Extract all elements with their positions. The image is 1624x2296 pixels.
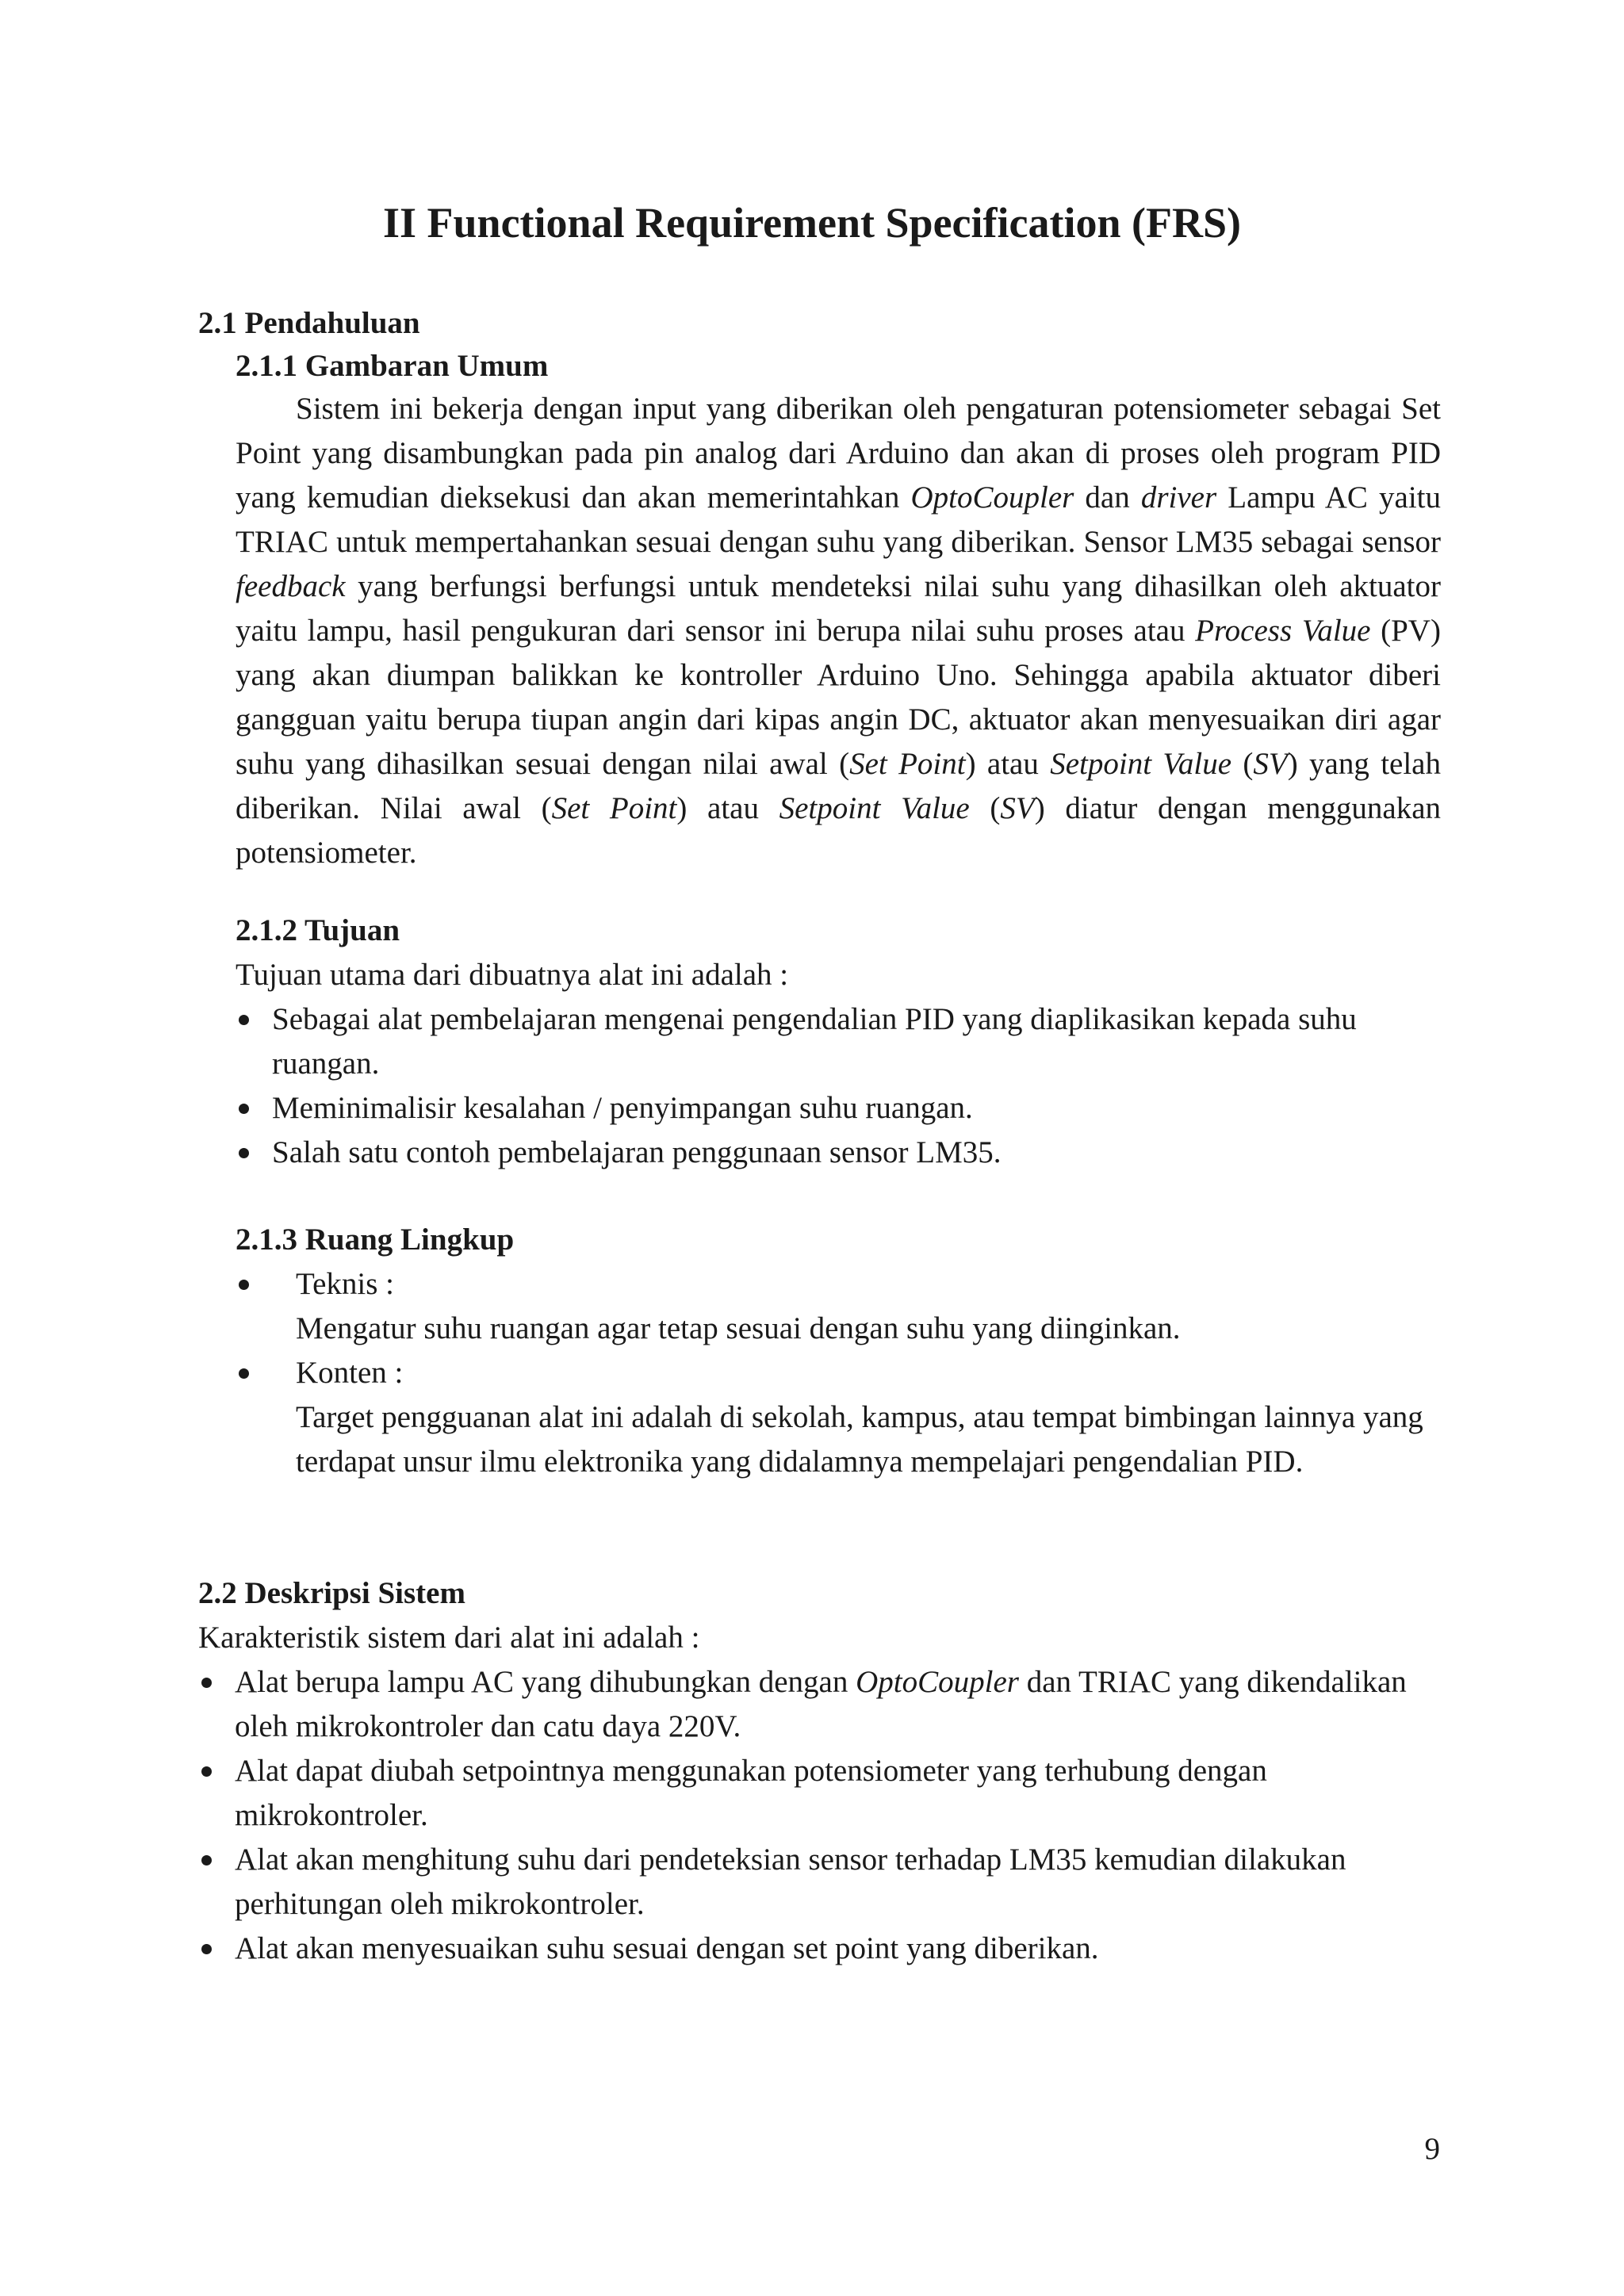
system-characteristics-list xyxy=(198,1660,1441,1971)
list-item: Alat dapat diubah setpointnya menggunakan potensiometer yang terhubung dengan mikrokontroler. xyxy=(198,1749,1441,1838)
bullet-icon xyxy=(201,1766,212,1777)
bullet-icon xyxy=(239,1015,249,1025)
subsection-heading-2-1-2: 2.1.2 Tujuan xyxy=(236,913,400,947)
list-item: Alat akan menghitung suhu dari pendeteksian sensor terhadap LM35 kemudian dilakukan perhitungan oleh mikrokontroler. xyxy=(198,1838,1441,1927)
bullet-icon xyxy=(239,1104,249,1114)
system-intro: Karakteristik sistem dari alat ini adalah : xyxy=(198,1621,700,1655)
list-item: Alat berupa lampu AC yang dihubungkan dengan OptoCoupler dan TRIAC yang dikendalikan oleh mikrokontroler dan catu daya 220V. xyxy=(198,1660,1441,1749)
section-heading-2-2: 2.2 Deskripsi Sistem xyxy=(198,1576,465,1610)
section-heading-2-1: 2.1 Pendahuluan xyxy=(198,306,420,340)
list-item: Sebagai alat pembelajaran mengenai pengendalian PID yang diaplikasikan kepada suhu ruangan. xyxy=(236,997,1441,1086)
page-title: II Functional Requirement Specification (FRS) xyxy=(383,199,1241,247)
overview-paragraph: Sistem ini bekerja dengan input yang diberikan oleh pengaturan potensiometer sebagai Set Point yang disambungkan pada pin analog dari Arduino dan akan di proses oleh program PID yang kemudian dieksekusi dan akan memerintahkan OptoCoupler dan driver Lampu AC yaitu TRIAC untuk mempertahankan sesuai dengan suhu yang diberikan. Sensor LM35 sebagai sensor feedback yang berfungsi berfungsi untuk mendeteksi nilai suhu yang dihasilkan oleh aktuator yaitu lampu, hasil pengukuran dari sensor ini berupa nilai suhu proses atau Process Value (PV) yang akan diumpan balikkan ke kontroller Arduino Uno. Sehingga apabila aktuator diberi gangguan yaitu berupa tiupan angin dari kipas angin DC, aktuator akan menyesuaikan diri agar suhu yang dihasilkan sesuai dengan nilai awal (Set Point) atau Setpoint Value (SV) yang telah diberikan. Nilai awal (Set Point) atau Setpoint Value (SV) diatur dengan menggunakan potensiometer. xyxy=(236,392,1442,870)
page-number: 9 xyxy=(1424,2132,1440,2166)
objectives-intro: Tujuan utama dari dibuatnya alat ini adalah : xyxy=(236,958,789,992)
objectives-list xyxy=(236,997,1441,1175)
list-item: Alat akan menyesuaikan suhu sesuai dengan set point yang diberikan. xyxy=(198,1927,1441,1971)
subsection-heading-2-1-3: 2.1.3 Ruang Lingkup xyxy=(236,1223,515,1257)
bullet-icon xyxy=(239,1148,249,1158)
list-item: Meminimalisir kesalahan / penyimpangan suhu ruangan. xyxy=(236,1086,1441,1131)
bullet-icon xyxy=(239,1368,249,1379)
list-item: Salah satu contoh pembelajaran penggunaan sensor LM35. xyxy=(236,1131,1441,1175)
bullet-icon xyxy=(201,1678,212,1688)
bullet-icon xyxy=(201,1944,212,1954)
subsection-heading-2-1-1: 2.1.1 Gambaran Umum xyxy=(236,349,549,383)
list-item: Teknis : Mengatur suhu ruangan agar tetap sesuai dengan suhu yang diinginkan. xyxy=(236,1262,1441,1351)
bullet-icon xyxy=(239,1280,249,1290)
scope-list xyxy=(236,1262,1441,1484)
list-item: Konten : Target pengguanan alat ini adalah di sekolah, kampus, atau tempat bimbingan lainnya yang terdapat unsur ilmu elektronika yang didalamnya mempelajari pengendalian PID. xyxy=(236,1351,1441,1484)
bullet-icon xyxy=(201,1855,212,1866)
